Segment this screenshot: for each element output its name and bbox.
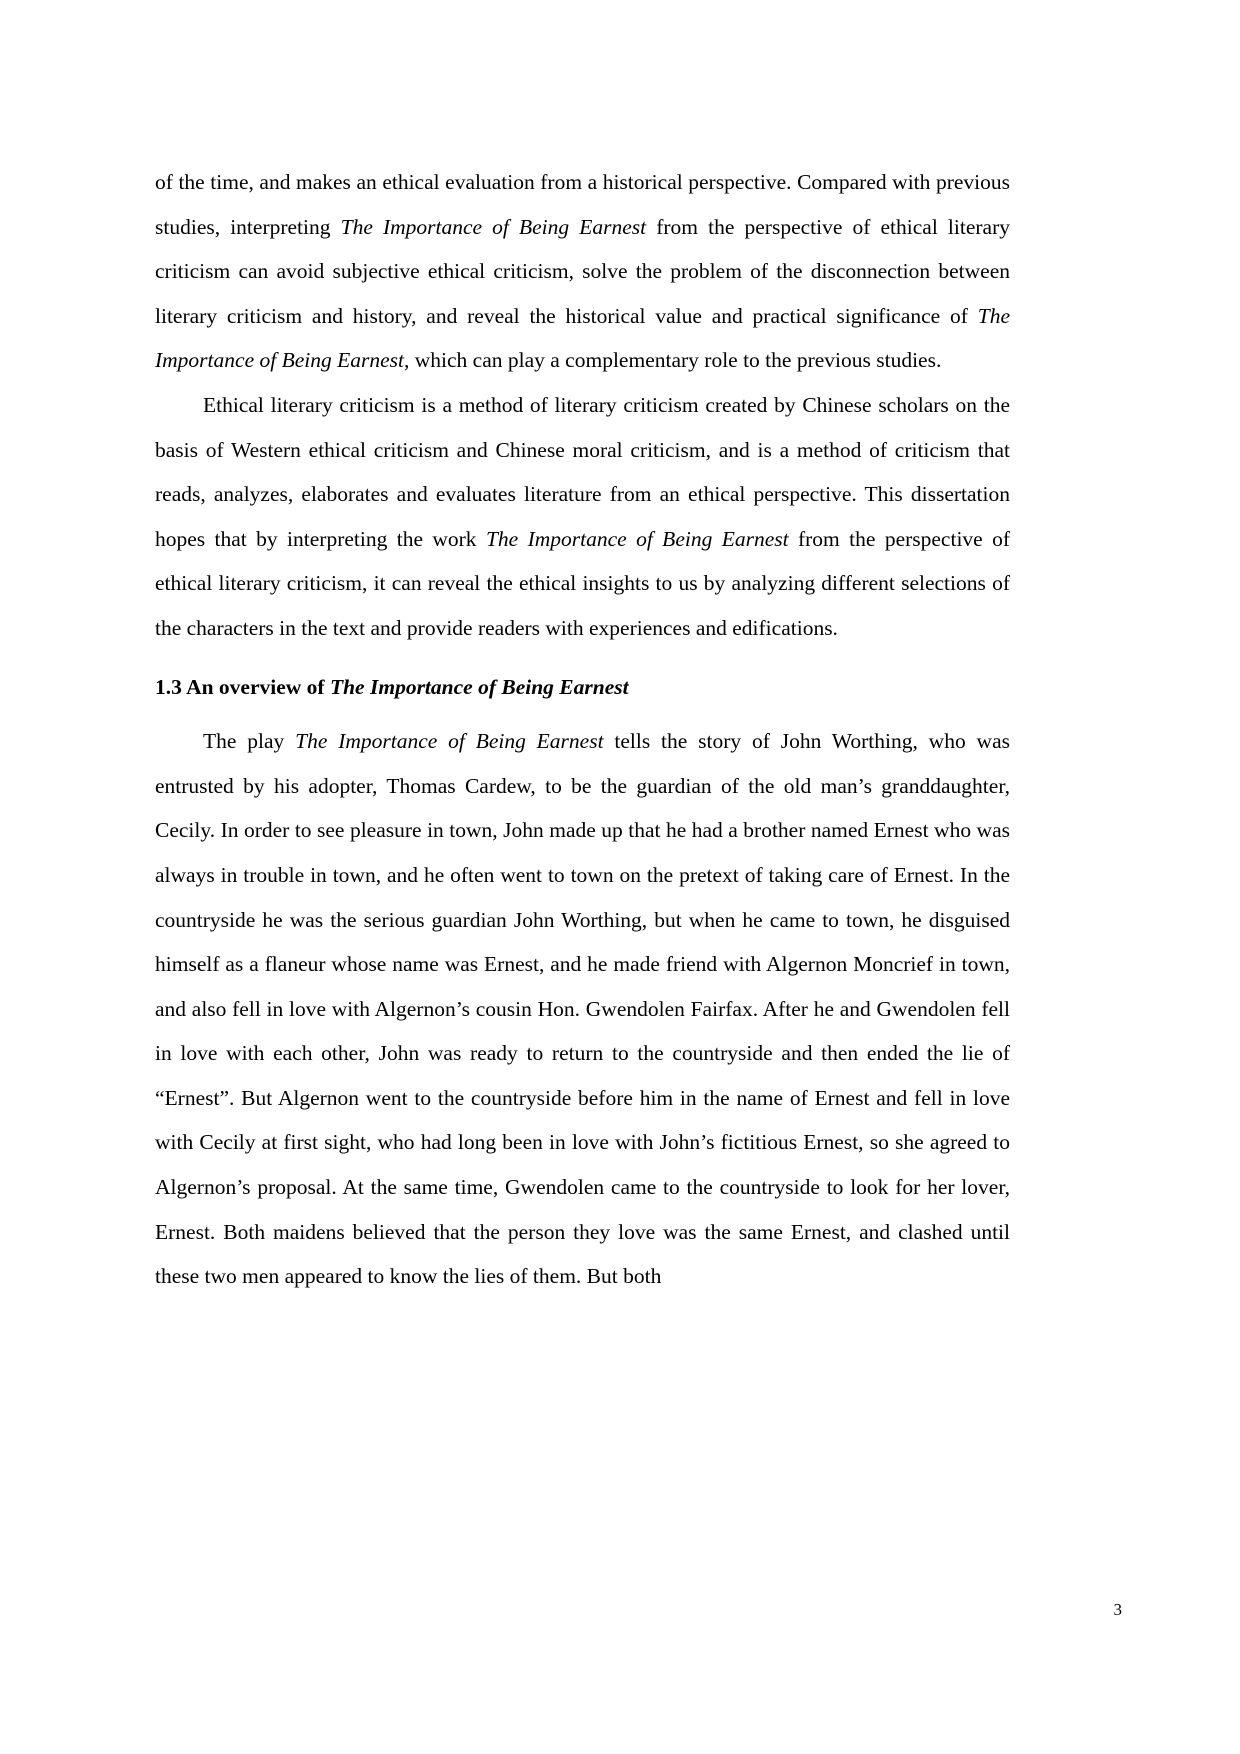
paragraph-3-text-part-1: The play [203, 729, 296, 754]
section-heading-block [155, 665, 1010, 710]
paragraph-2-text-part-1: Ethical literary criticism is a method of literary criticism created by Chinese scholars on the basis of Western ethical criticism and Chinese moral criticism, and is a method of criticism that reads, analyzes, elaborates and evaluates literature from an ethical perspective. This dissertation hopes that by interpreting the work [155, 392, 1010, 551]
page-number: 3 [1113, 1600, 1122, 1619]
paragraph-1-text-part-1: of the time, and makes an ethical evaluation from a historical perspective. Compared with previous studies, interpreting [155, 170, 1010, 239]
paragraph-1-text-part-3: , which can play a complementary role to the previous studies. [404, 348, 942, 373]
work-title-italic: The Importance of Being Earnest [485, 526, 789, 551]
page-text-column [155, 160, 1010, 1299]
paragraph-play-overview [155, 719, 1010, 1299]
section-heading-1-3 [155, 665, 1010, 710]
work-title-italic: The Importance of Being Earnest [340, 214, 647, 239]
work-title-italic: The Importance of Being Earnest [295, 729, 604, 754]
section-heading-work-title: The Importance of Being Earnest [329, 674, 629, 699]
paragraph-continuation [155, 160, 1010, 383]
paragraph-2-text-part-2: from the perspective of ethical literary criticism, it can reveal the ethical insights to us by analyzing different selections of the characters in the text and provide readers with experiences and edifications. [155, 526, 1010, 640]
section-heading-number-and-label: 1.3 An overview of [155, 674, 330, 699]
paragraph-ethical-literary-criticism [155, 383, 1010, 651]
paragraph-1-text-part-2: from the perspective of ethical literary criticism can avoid subjective ethical criticism, solve the problem of the disconnection between literary criticism and history, and reveal the historical value and practical significance of [155, 214, 1010, 328]
work-title-italic: The Importance of Being Earnest [155, 303, 1010, 373]
paragraph-3-text-part-2: tells the story of John Worthing, who was entrusted by his adopter, Thomas Cardew, to be the guardian of the old man’s granddaughter, Cecily. In order to see pleasure in town, John made up that he had a brother named Ernest who was always in trouble in town, and he often went to town on the pretext of taking care of Ernest. In the countryside he was the serious guardian John Worthing, but when he came to town, he disguised himself as a flaneur whose name was Ernest, and he made friend with Algernon Moncrief in town, and also fell in love with Algernon’s cousin Hon. Gwendolen Fairfax. After he and Gwendolen fell in love with each other, John was ready to return to the countryside and then ended the lie of “Ernest”. But Algernon went to the countryside before him in the name of Ernest and fell in love with Cecily at first sight, who had long been in love with John’s fictitious Ernest, so she agreed to Algernon’s proposal. At the same time, Gwendolen came to the countryside to look for her lover, Ernest. Both maidens believed that the person they love was the same Ernest, and clashed until these two men appeared to know the lies of them. But both [155, 729, 1010, 1289]
